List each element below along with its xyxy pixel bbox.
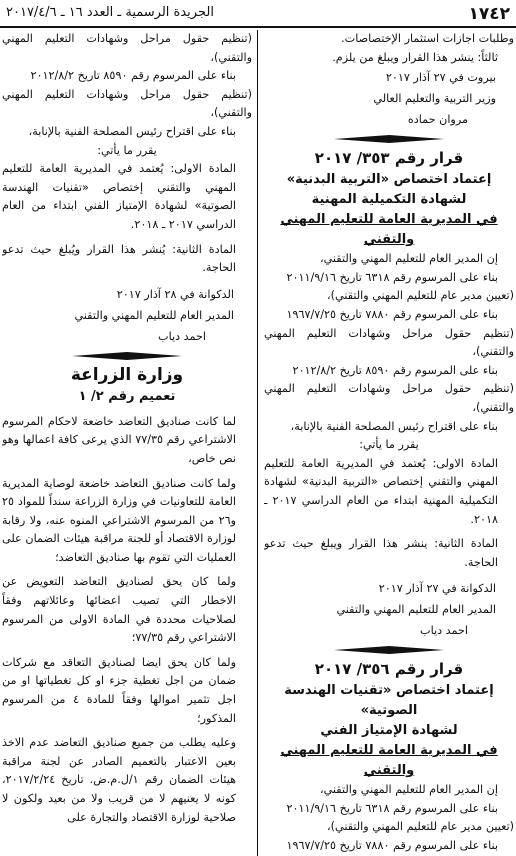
column-divider	[257, 30, 258, 856]
article-2: المادة الثانية: ينشر هذا القرار ويبلغ حيث تدعو الحاجة.	[264, 537, 498, 569]
paragraph: لما كانت صناديق التعاضد خاضعة لاحكام المرسوم الاشتراعي رقم ٧٧/٣٥ الذي يرعى كافة اعمالها وهو نص خاص،	[2, 414, 237, 465]
signature-name: مروان حماده	[407, 113, 468, 127]
signature-title: المدير العام للتعليم المهني والتقني	[336, 603, 496, 617]
signature-name: احمد دياب	[420, 624, 468, 638]
signature-name: احمد دياب	[158, 329, 206, 343]
text-line: (تنظيم حقول مراحل وشهادات التعليم المهني والتقني)،	[264, 326, 514, 359]
text-line: بناء على المرسوم رقم ٧٨٨٠ تاريخ ١٩٦٧/٧/٢٥	[286, 839, 498, 853]
decision-title: قرار رقم ٣٥٦/ ٢٠١٧	[314, 660, 464, 679]
article-1: المادة الاولى: يُعتمد في المديرية العامة للتعليم المهني والتقني إختصاص «التربية البدنية» لشهادة التكميلية المهنية ابتداء من العام الدراسي ٢٠١٧ ـ ٢٠١٨.	[264, 456, 498, 526]
article-2: المادة الثانية: يُنشر هذا القرار ويُبلغ حيث تدعو الحاجة.	[2, 242, 236, 275]
decision-subtitle: لشهادة التكميلية المهنية	[311, 192, 467, 208]
text-line: بناء على المرسوم رقم ٨٥٩٠ تاريخ ٢٠١٢/٨/٢	[292, 363, 498, 377]
decides-line: يقرر ما يأتي:	[97, 143, 157, 157]
text-line: وطلبات اجازات استثمار الإختصاصات.	[341, 32, 514, 45]
gazette-title: الجريدة الرسمية ـ العدد ١٦ ـ ٢٠١٧/٤/٦	[6, 5, 214, 20]
section-separator	[334, 646, 444, 654]
article-1: المادة الاولى: يُعتمد في المديرية العامة للتعليم المهني والتقني إختصاص «تقنيات الهندسة الصوتية» لشهادة الإمتياز الفني ابتداء من العام الدراسي ٢٠١٧ ـ ٢٠١٨.	[2, 162, 236, 231]
signature-title: المدير العام للتعليم المهني والتقني	[74, 308, 234, 322]
signature-block	[264, 578, 514, 641]
paragraph: ولما كان يحق ايضا لصناديق التعاقد مع شركات ضمان من اجل تغطية جزء او كل تغطياتها او من اجل تثمير اموالها وفقاً للمادة ٤ من المرسوم المذكور؛	[2, 655, 237, 725]
text-line: إن المدير العام للتعليم المهني والتقني،	[319, 252, 498, 266]
text-line: بناء على اقتراح رئيس المصلحة الفنية بالإنابة،	[290, 419, 498, 433]
text-line: بناء على المرسوم رقم ٦٣١٨ تاريخ ٢٠١١/٩/١٦	[286, 270, 498, 284]
decision-title: قرار رقم ٣٥٣/ ٢٠١٧	[314, 149, 464, 168]
text-line: (تعيين مدير عام للتعليم المهني والتقني)،	[327, 289, 514, 303]
paragraph: ولما كانت صناديق التعاضد خاضعة لوصاية المديرية العامة للتعاونيات في وزارة الزراعة سنداً للمواد ٢٥ و٢٦ من المرسوم الاشتراعي المنوه عنه، ولا رقابة لوزارة الاقتصاد أو للجنة مراقبة هيئات الضمان على العمليات التي تقوم بها صناديق التعاضد؛	[2, 476, 236, 564]
decision-subtitle: لشهادة الإمتياز الفني	[320, 723, 458, 739]
text-line: بناء على اقتراح رئيس المصلحة الفنية بالإنابة،	[28, 124, 236, 138]
ministry-title: وزارة الزراعة	[70, 364, 184, 385]
signature-place-date: بيروت في ٢٧ آذار ٢٠١٧	[385, 71, 496, 85]
decision-subtitle: إعتماد اختصاص «تقنيات الهندسة الصوتية»	[284, 683, 494, 719]
text-line: (تنظيم حقول مراحل وشهادات التعليم المهني والتقني)،	[264, 382, 514, 414]
paragraph: وعليه يطلب من جميع صناديق التعاضد عدم الاخذ بعين الاعتبار بالتعميم الصادر عن لجنة مراقبة هيئات الضمان رقم ١/ل.م.ض. تاريخ ٢٠١٧/٢/٢٤، كونه لا يعنيهم لا من قريب ولا من بعيد ولكون لا صلاحية لوزارة الاقتصاد والتجارة على	[2, 736, 236, 824]
section-separator	[334, 135, 444, 143]
signature-block	[2, 284, 252, 347]
text-line: (تنظيم حقول مراحل وشهادات التعليم المهني والتقني)،	[2, 87, 252, 120]
page-header	[0, 0, 516, 28]
text-line: بناء على المرسوم رقم ٧٨٨٠ تاريخ ١٩٦٧/٧/٢٥	[286, 307, 498, 321]
text-line: بناء على المرسوم رقم ٨٥٩٠ تاريخ ٢٠١٢/٨/٢	[30, 69, 236, 83]
text-line: (تنظيم حقول مراحل وشهادات التعليم المهني والتقني)،	[2, 32, 252, 64]
signature-block	[264, 67, 514, 130]
section-separator	[72, 352, 182, 360]
signature-title: وزير التربية والتعليم العالي	[373, 92, 496, 106]
text-line: ثالثاً: ينشر هذا القرار ويبلغ من يلزم.	[332, 50, 498, 64]
signature-place-date: الدكوانة في ٢٨ آذار ٢٠١٧	[116, 287, 234, 301]
right-column	[264, 30, 514, 856]
left-column	[2, 30, 252, 856]
text-line: بناء على المرسوم رقم ٦٣١٨ تاريخ ٢٠١١/٩/١٦	[286, 801, 498, 815]
text-line: (تعيين مدير عام للتعليم المهني والتقني)،	[327, 820, 514, 834]
decision-subtitle: في المديرية العامة للتعليم المهني والتقني	[280, 212, 498, 248]
text-line: إن المدير العام للتعليم المهني والتقني،	[319, 783, 498, 797]
page-number: ١٧٤٢	[468, 4, 510, 24]
decision-subtitle: في المديرية العامة للتعليم المهني والتقني	[280, 743, 498, 779]
signature-place-date: الدكوانة في ٢٧ آذار ٢٠١٧	[378, 582, 496, 596]
decides-line: يقرر ما يأتي:	[359, 438, 419, 452]
paragraph: ولما كان يحق لصناديق التعاضد التعويض عن الاخطار التي تصيب اعضائها وعائلاتهم وفقاً لصلاحيات محددة في المادة الاولى من المرسوم الاشتراعي رقم ٧٧/٣٥؛	[2, 575, 236, 645]
circular-title: تعميم رقم ٢/ ١	[78, 388, 176, 404]
decision-subtitle: إعتماد اختصاص «التربية البدنية»	[286, 172, 492, 188]
